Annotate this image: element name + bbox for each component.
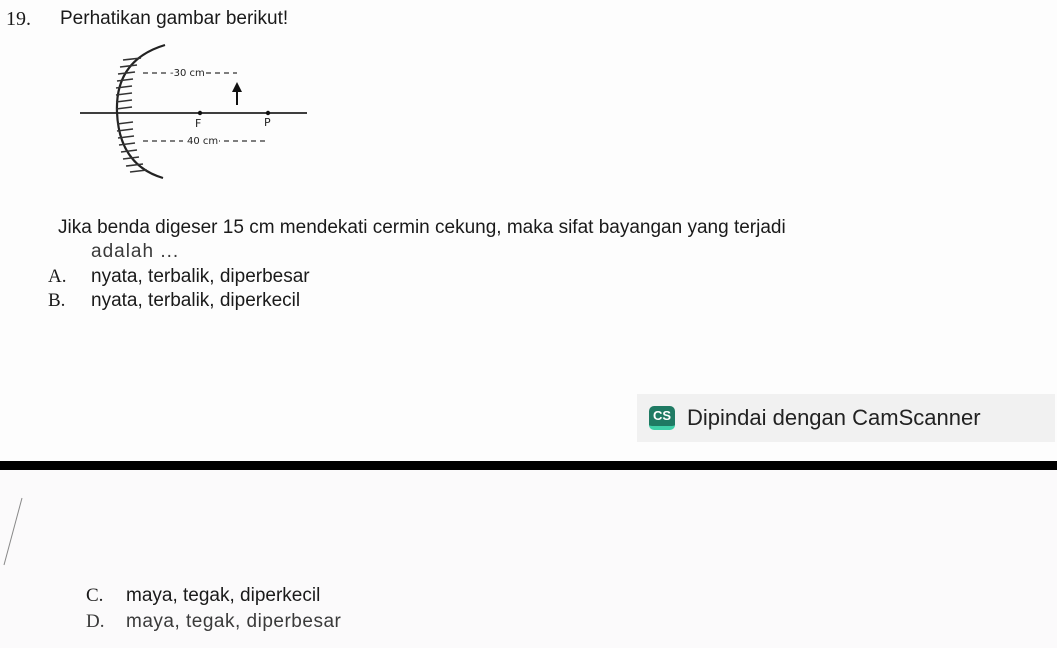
mirror-hatching: [116, 58, 147, 172]
concave-mirror-diagram: [75, 40, 315, 185]
label-30cm: -30 cm: [170, 68, 205, 79]
concave-mirror-arc: [117, 45, 165, 178]
label-40cm: 40 cm: [187, 136, 219, 147]
label-F: F: [195, 117, 202, 130]
option-d-text: maya, tegak, diperbesar: [126, 611, 342, 632]
option-d-letter: D.: [86, 611, 105, 632]
question-prompt: Perhatikan gambar berikut!: [60, 8, 289, 29]
center-point-dot: [266, 111, 270, 115]
option-b-text: nyata, terbalik, diperkecil: [91, 290, 301, 311]
page-divider: [0, 461, 1057, 470]
focal-point-dot: [198, 111, 202, 115]
option-b-letter: B.: [48, 290, 66, 311]
scanned-page-bottom: [0, 470, 1057, 648]
question-stem-line1: Jika benda digeser 15 cm mendekati cermin cekung, maka sifat bayangan yang terjadi: [58, 217, 786, 238]
camscanner-label: Dipindai dengan CamScanner: [687, 405, 981, 430]
option-a-text: nyata, terbalik, diperbesar: [91, 266, 310, 287]
option-c-text: maya, tegak, diperkecil: [126, 585, 321, 606]
camscanner-logo-icon: CS: [649, 406, 675, 430]
option-a-letter: A.: [48, 266, 67, 287]
camscanner-watermark: [637, 394, 1055, 442]
label-P: P: [264, 116, 271, 129]
question-stem-line2: adalah ...: [91, 241, 180, 262]
scan-edge-line: [0, 490, 30, 570]
option-c-letter: C.: [86, 585, 104, 606]
question-number: 19.: [6, 8, 31, 30]
object-arrow-head: [232, 82, 242, 92]
